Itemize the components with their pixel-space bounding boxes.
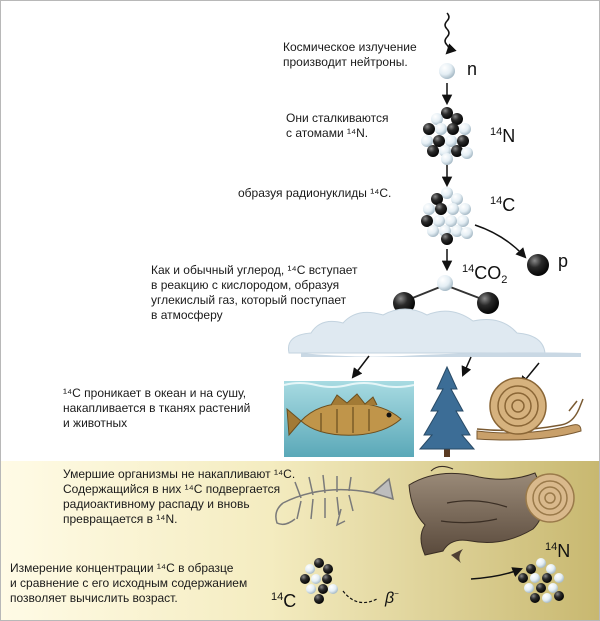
step-text-accumulation: ¹⁴C проникает в океан и на сушу, накапливается в тканях растений и животных xyxy=(63,386,251,430)
nucleon xyxy=(318,584,328,594)
step-text-co2-formation: Как и обычный углерод, ¹⁴C вступает в реакцию с кислородом, образуя углекислый газ, который поступает в атмосферу xyxy=(151,263,358,322)
proton-label: p xyxy=(558,251,569,271)
nucleon xyxy=(461,227,473,239)
nucleon xyxy=(518,573,528,583)
nucleon xyxy=(441,187,453,199)
nucleon xyxy=(314,594,324,604)
proton-particle xyxy=(527,254,549,276)
step-text-measurement: Измерение концентрации ¹⁴C в образце и сравнение с его исходным содержанием позволяет вычислить возраст. xyxy=(10,561,248,605)
nucleon xyxy=(526,564,536,574)
nucleon xyxy=(423,203,435,215)
carbon-label: $^{14}$C xyxy=(490,195,516,215)
step-text-radionuclide: образуя радионуклиды ¹⁴C. xyxy=(238,186,392,200)
nucleon xyxy=(311,574,321,584)
dead-tree-log xyxy=(409,466,544,563)
nucleon xyxy=(546,564,556,574)
nucleon xyxy=(542,573,552,583)
nucleon xyxy=(421,215,433,227)
nucleon xyxy=(457,135,469,147)
nucleon xyxy=(314,558,324,568)
nucleon xyxy=(421,135,433,147)
cosmic-ray-line xyxy=(445,13,449,53)
nucleon xyxy=(305,564,315,574)
nucleon xyxy=(427,225,439,237)
nucleon xyxy=(328,584,338,594)
nucleon xyxy=(423,123,435,135)
sample-nitrogen-label: $^{14}$N xyxy=(545,541,571,561)
arrow-to-ocean xyxy=(353,356,369,377)
nucleon xyxy=(445,215,457,227)
nucleon xyxy=(548,583,558,593)
nucleon xyxy=(542,593,552,603)
decay-arrow-to-nitrogen xyxy=(471,569,521,579)
step-text-cosmic-radiation: Космическое излучение производит нейтроны. xyxy=(283,40,417,69)
carbon-nucleus xyxy=(421,187,473,245)
nucleon xyxy=(451,225,463,237)
nucleon xyxy=(530,593,540,603)
arrow-to-tree xyxy=(463,357,471,375)
step-text-decay: Умершие организмы не накапливают ¹⁴C. Содержащийся в них ¹⁴C подвергается радиоактивному распаду и вновь превращается в ¹⁴N. xyxy=(63,467,296,526)
nucleon xyxy=(459,203,471,215)
nucleon xyxy=(445,135,457,147)
snail-alive xyxy=(477,378,583,440)
nucleon xyxy=(536,583,546,593)
nucleon xyxy=(447,203,459,215)
decay-arrow xyxy=(343,591,377,603)
sample-nitrogen-cluster xyxy=(518,558,564,603)
nucleon xyxy=(554,591,564,601)
nucleon xyxy=(433,215,445,227)
nucleon xyxy=(306,584,316,594)
snail-shell xyxy=(526,474,574,522)
nucleon xyxy=(323,564,333,574)
nucleon xyxy=(300,574,310,584)
nucleon xyxy=(322,574,332,584)
nitrogen-nucleus xyxy=(421,107,473,165)
nucleon xyxy=(554,573,564,583)
ocean-with-fish xyxy=(284,381,414,457)
step-text-collision: Они сталкиваются с атомами ¹⁴N. xyxy=(286,111,389,140)
nucleon xyxy=(427,145,439,157)
nucleon xyxy=(441,153,453,165)
neutron-label: n xyxy=(467,59,478,79)
beta-particle-label: β− xyxy=(385,589,399,607)
nitrogen-label: $^{14}$N xyxy=(490,126,516,146)
nucleon xyxy=(441,107,453,119)
nucleon xyxy=(457,215,469,227)
nucleon xyxy=(451,145,463,157)
fir-tree xyxy=(420,367,474,457)
arrow-proton-emission xyxy=(475,225,525,257)
co2-label: $^{14}CO_2$ xyxy=(462,263,508,286)
nucleon xyxy=(461,147,473,159)
nucleon xyxy=(435,203,447,215)
nucleon xyxy=(433,135,445,147)
nucleon xyxy=(459,123,471,135)
nucleon xyxy=(530,573,540,583)
sample-carbon-cluster xyxy=(300,558,338,604)
nucleon xyxy=(447,123,459,135)
nucleon xyxy=(435,123,447,135)
nucleon xyxy=(441,233,453,245)
nucleon xyxy=(524,583,534,593)
neutron-particle xyxy=(439,63,455,79)
sample-carbon-label: $^{14}$C xyxy=(271,591,297,611)
